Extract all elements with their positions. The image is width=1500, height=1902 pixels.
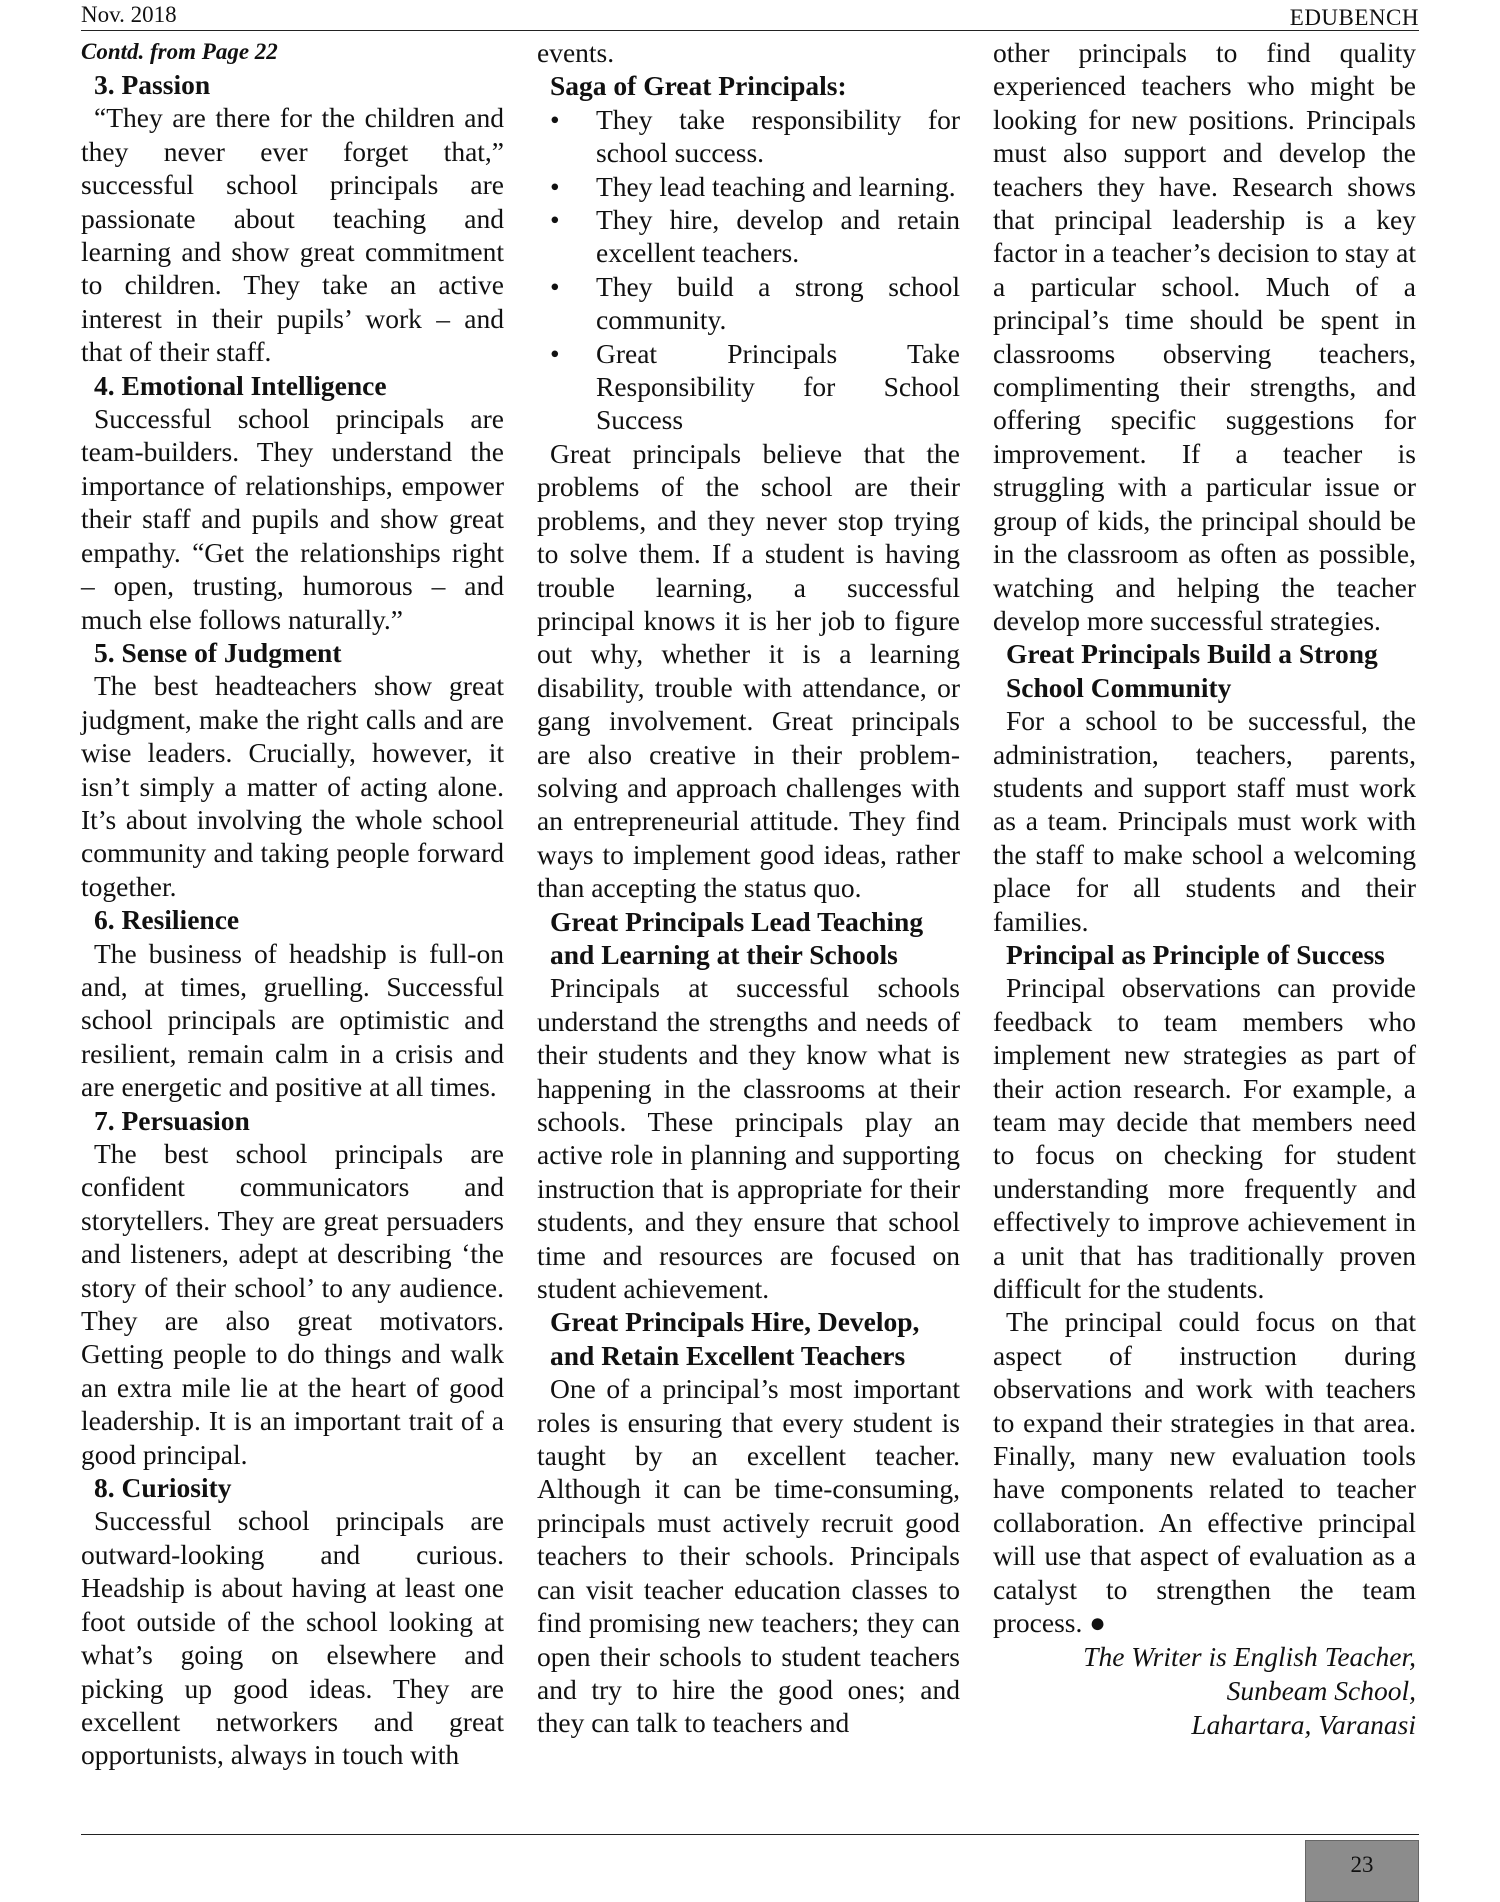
section-heading-passion: 3. Passion [94,69,211,100]
list-item: • They build a strong school community. [550,270,960,336]
section-heading-curiosity: 8. Curiosity [94,1472,232,1504]
signature-line: The Writer is English Teacher, [1083,1640,1416,1672]
page-number: 23 [1350,1852,1374,1877]
publication-name: EDUBENCH [1289,5,1419,30]
section-text-curiosity: Successful school principals are outward-looking and curious. Headship is about having at least one foot outside of the school looking at what’s going on elsewhere and picking up good ideas. They are excellent networkers and great opportunists, always in touch with [81,1505,504,1771]
lead-in-text: events. [537,37,615,68]
bullet-icon: • [550,204,560,236]
responsibility-text: Great principals believe that the problems of the school are their problems, and they never stop trying to solve them. If a student is having trouble learning, a successful principal knows it is her job to figure out why, whether it is a learning disability, trouble with attendance, or gang involvement. Great principals are also creative in their problem-solving and approach challenges with an entrepreneurial attitude. They find ways to implement good ideas, rather than accepting the status quo. [537,437,960,904]
section-heading-persuasion: 7. Persuasion [94,1104,250,1136]
column-2 [537,36,960,1740]
continued-from-note: Contd. from Page 22 [81,39,278,64]
principle-text-2: The principal could focus on that aspect of instruction during observations and work with teachers to expand their strategies in that area. Finally, many new evaluation tools have components related to teacher collaboration. An effective principal will use that aspect of evaluation as a catalyst to strengthen the team process. ● [993,1306,1416,1639]
bullet-icon: • [550,337,560,369]
principle-text-1: Principal observations can provide feedback to team members who implement new strategies as part of their action research. For example, a team may decide that members need to focus on checking for student understanding more frequently and effectively to improve achievement in a unit that has traditionally proven difficult for the students. [993,972,1416,1305]
saga-heading: Saga of Great Principals: [550,70,847,102]
list-item: • Great Principals Take Responsibility for School Success [550,337,960,436]
principle-heading: Principal as Principle of Success [1006,938,1385,970]
section-text-passion: “They are there for the children and they never ever forget that,” successful school principals are passionate about teaching and learning and show great commitment to children. They take an active interest in their pupils’ work – and that of their staff. [81,102,504,368]
hire-teachers-heading: Great Principals Hire, Develop, and Retain Excellent Teachers [550,1306,920,1371]
continuation-text: other principals to find quality experienced teachers who might be looking for new positions. Principals must also support and develop the teachers they have. Research shows that principal leadership is a key factor in a teacher’s decision to stay at a particular school. Much of a principal’s time should be spent in classrooms observing teachers, complimenting their strengths, and offering specific suggestions for improvement. If a teacher is struggling with a particular issue or group of kids, the principal should be in the classroom as often as possible, watching and helping the teacher develop more successful strategies. [993,37,1416,636]
hire-teachers-text: One of a principal’s most important roles is ensuring that every student is taught by an excellent teacher. Although it can be time-consuming, principals must actively recruit good teachers to their schools. Principals can visit teacher education classes to find promising new teachers; they can open their schools to student teachers and try to hire the good ones; and they can talk to teachers and [537,1373,960,1739]
section-heading-emotional-intelligence: 4. Emotional Intelligence [94,369,387,401]
section-text-sense-of-judgment: The best headteachers show great judgment, make the right calls and are wise leaders. Crucially, however, it isn’t simply a matter of acting alone. It’s about involving the whole school community and taking people forward together. [81,670,504,902]
section-heading-resilience: 6. Resilience [94,904,240,936]
column-3 [993,36,1416,1742]
page-number-box [1305,1840,1419,1902]
section-text-persuasion: The best school principals are confident communicators and storytellers. They are great persuaders and listeners, adept at describing ‘the story of their school’ to any audience. They are also great motivators. Getting people to do things and walk an extra mile lie at the heart of good leadership. It is an important trait of a good principal. [81,1138,504,1470]
lead-teaching-text: Principals at successful schools understand the strengths and needs of their students and they know what is happening in the classrooms at their schools. These principals play an active role in planning and supporting instruction that is appropriate for their students, and they ensure that school time and resources are focused on student achievement. [537,972,960,1305]
list-item: • They hire, develop and retain excellent teachers. [550,204,960,269]
list-item: • They lead teaching and learning. [550,170,956,202]
lead-teaching-heading: Great Principals Lead Teaching and Learning at their Schools [550,905,924,970]
author-signature [993,1640,1416,1742]
signature-line: Sunbeam School, [1226,1674,1416,1706]
footer-divider [81,1834,1419,1835]
column-1 [81,36,504,1772]
community-text: For a school to be successful, the administration, teachers, parents, students and support staff must work as a team. Principals must work with the staff to make school a welcoming place for all students and their families. [993,705,1416,937]
bullet-icon: • [550,170,560,202]
section-text-emotional-intelligence: Successful school principals are team-builders. They understand the importance of relationships, empower their staff and pupils and show great empathy. “Get the relationships right – open, trusting, humorous – and much else follows naturally.” [81,403,504,635]
community-heading: Great Principals Build a Strong School Community [1006,638,1378,703]
list-item: • They take responsibility for school success. [550,103,960,169]
bullet-icon: • [550,270,560,302]
section-heading-sense-of-judgment: 5. Sense of Judgment [94,636,342,668]
page-header [81,2,1419,30]
saga-list [537,103,960,437]
signature-line: Lahartara, Varanasi [1191,1708,1416,1740]
bullet-icon: • [550,103,560,135]
issue-date: Nov. 2018 [81,2,177,27]
header-divider [81,30,1419,31]
section-text-resilience: The business of headship is full-on and, at times, gruelling. Successful school principals are optimistic and resilient, remain calm in a crisis and are energetic and positive at all times. [81,937,504,1103]
